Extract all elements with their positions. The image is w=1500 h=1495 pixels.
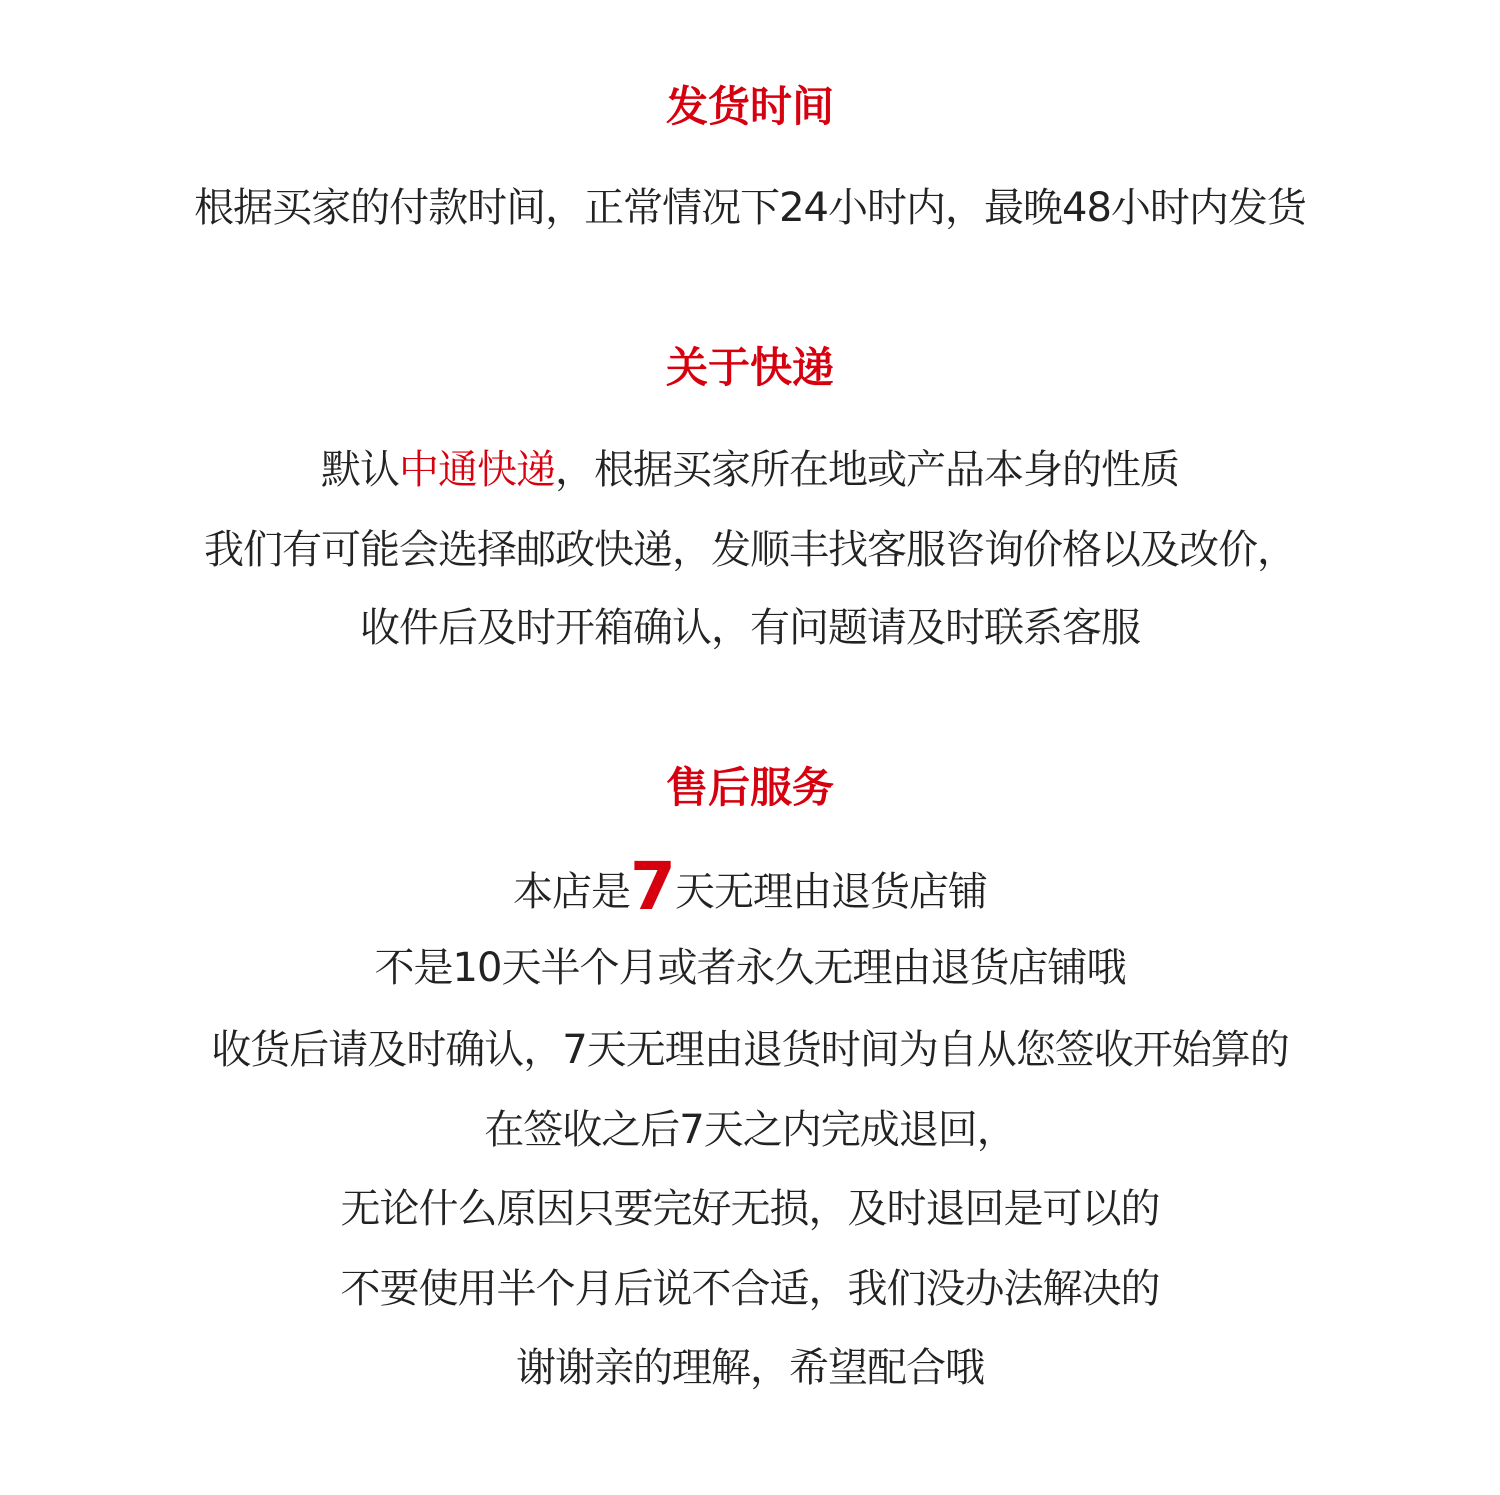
shipping-time-text: 根据买家的付款时间，正常情况下24小时内，最晚48小时内发货 <box>194 185 1306 231</box>
express-carrier-highlight: 中通快递 <box>399 447 555 493</box>
aftersale-line-1-prefix: 本店是 <box>513 869 631 915</box>
express-text-line-2: 我们有可能会选择邮政快递，发顺丰找客服咨询价格以及改价， <box>204 527 1296 573</box>
aftersale-heading: 售后服务 <box>665 763 834 812</box>
aftersale-text-line-2: 不是10天半个月或者永久无理由退货店铺哦 <box>374 945 1126 991</box>
shipping-time-heading: 发货时间 <box>665 82 834 131</box>
aftersale-text-line-6: 不要使用半个月后说不合适，我们没办法解决的 <box>340 1266 1160 1312</box>
express-line-1-suffix: ，根据买家所在地或产品本身的性质 <box>555 447 1179 493</box>
express-heading: 关于快递 <box>665 343 834 392</box>
aftersale-text-line-5: 无论什么原因只要完好无损，及时退回是可以的 <box>340 1186 1160 1232</box>
express-text-line-1 <box>0 445 1500 495</box>
aftersale-text-line-3: 收货后请及时确认，7天无理由退货时间为自从您签收开始算的 <box>211 1027 1289 1073</box>
aftersale-line-1-suffix: 天无理由退货店铺 <box>674 869 987 915</box>
aftersale-text-line-4: 在签收之后7天之内完成退回， <box>484 1107 1016 1153</box>
express-default-label: 默认 <box>321 447 399 493</box>
return-days-highlight: 7 <box>630 848 675 925</box>
aftersale-text-line-1 <box>0 848 1500 925</box>
express-text-line-3: 收件后及时开箱确认，有问题请及时联系客服 <box>360 605 1140 651</box>
aftersale-text-line-7: 谢谢亲的理解，希望配合哦 <box>516 1345 984 1391</box>
